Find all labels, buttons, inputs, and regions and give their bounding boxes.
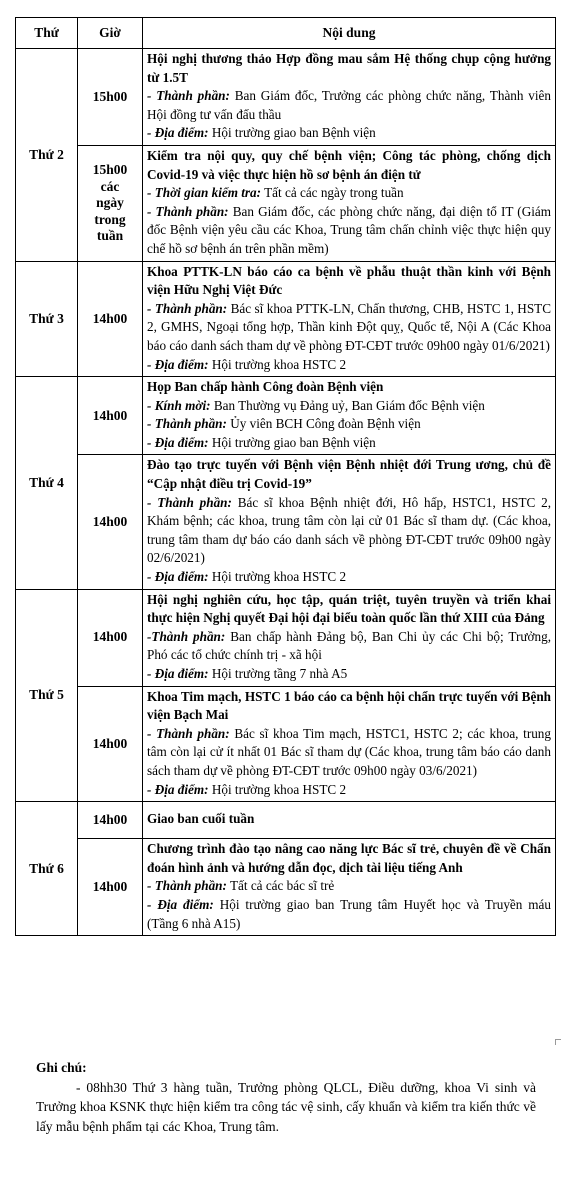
table-row: [16, 686, 556, 802]
table-row: [16, 377, 556, 455]
table-row: [16, 802, 556, 839]
event-detail-label: - Địa điểm:: [147, 356, 209, 372]
schedule-table: [15, 17, 556, 936]
event-detail-text: Hội trường giao ban Trung tâm Huyết học và Truyền máu (Tầng 6 nhà A15): [147, 896, 551, 931]
event-detail-line: [147, 356, 551, 375]
table-row: [16, 839, 556, 936]
event-title: Kiểm tra nội quy, quy chế bệnh viện; Công tác phòng, chống dịch Covid-19 và việc thực hiện hồ sơ bệnh án điện tử: [147, 147, 551, 182]
event-detail-label: - Địa điểm:: [147, 434, 209, 450]
time-cell: 14h00: [78, 377, 143, 455]
event-detail-line: [147, 397, 551, 416]
event-detail-line: [147, 725, 551, 781]
event-detail-label: - Thành phần:: [147, 725, 230, 741]
event-detail-text: Hội trường khoa HSTC 2: [208, 569, 347, 585]
event-title: Họp Ban chấp hành Công đoàn Bệnh viện: [147, 379, 384, 395]
event-cell: [143, 839, 556, 936]
event-detail-line: [147, 877, 551, 896]
event-cell: [143, 455, 556, 589]
event-detail-line: [147, 87, 551, 124]
note-text: - 08hh30 Thứ 3 hàng tuần, Trưởng phòng QLCL, Điều dưỡng, khoa Vi sinh và Trưởng khoa KSNK thực hiện kiểm tra công tác vệ sinh, cấy khuẩn và kiểm tra kiến thức về lấy mẫu bệnh phẩm tại các Khoa, Trung tâm.: [36, 1079, 536, 1134]
event-detail-text: Bác sĩ khoa PTTK-LN, Chấn thương, CHB, HSTC 1, HSTC 2, GMHS, Ngoại tổng hợp, Thần kinh Đột quỵ, Quốc tế, Nội A (Các Khoa báo cáo danh sách tham dự về phòng ĐT-CĐT trước 09h00 ngày 01/6/2021): [147, 300, 552, 353]
event-detail-text: Hội trường khoa HSTC 2: [208, 356, 347, 372]
time-cell: 14h00: [78, 839, 143, 936]
table-row: [16, 145, 556, 261]
event-detail-line: [147, 203, 551, 259]
event-detail-text: Bác sĩ khoa Bệnh nhiệt đới, Hô hấp, HSTC1, HSTC 2, Khám bệnh; các khoa, trung tâm còn lại cử 01 Bác sĩ tham dự. (Các khoa, trung tâm tham dự báo cáo danh sách về phòng ĐT-CĐT trước 09h00 ngày 02/6/2021): [147, 494, 551, 566]
event-detail-text: Ban Thường vụ Đảng uỷ, Ban Giám đốc Bệnh viện: [210, 397, 485, 413]
event-title: Hội nghị nghiên cứu, học tập, quán triệt, tuyên truyền và triển khai thực hiện Nghị quyết Đại hội đại biểu toàn quốc lần thứ XIII của Đảng: [147, 591, 551, 626]
event-detail-label: - Thành phần:: [147, 88, 230, 104]
event-detail-text: Hội trường giao ban Bệnh viện: [208, 125, 376, 141]
time-cell: [78, 145, 143, 261]
event-detail-line: [147, 568, 551, 587]
event-detail-text: Tất cả các ngày trong tuần: [261, 185, 404, 201]
event-cell: [143, 261, 556, 377]
table-row: [16, 261, 556, 377]
event-detail-text: Tất cả các bác sĩ trẻ: [226, 878, 335, 894]
event-detail-line: [147, 781, 551, 800]
event-cell: [143, 49, 556, 146]
event-detail-label: - Kính mời:: [147, 397, 211, 413]
event-detail-line: [147, 896, 551, 933]
day-cell: Thứ 2: [16, 49, 78, 262]
table-row: [16, 455, 556, 589]
event-detail-label: - Thành phần:: [147, 300, 228, 316]
event-cell: [143, 377, 556, 455]
event-detail-label: - Địa điểm:: [147, 569, 209, 585]
time-cell: 14h00: [78, 455, 143, 589]
day-cell: Thứ 6: [16, 802, 78, 936]
header-row: [16, 18, 556, 49]
event-title: Hội nghị thương thảo Hợp đồng mau sắm Hệ thống chụp cộng hưởng từ 1.5T: [147, 51, 551, 85]
event-cell: [143, 589, 556, 686]
table-row: [16, 49, 556, 146]
event-detail-label: - Địa điểm:: [147, 896, 214, 912]
event-detail-text: Hội trường khoa HSTC 2: [208, 781, 347, 797]
event-detail-label: - Thành phần:: [147, 416, 227, 432]
event-detail-label: - Thành phần:: [147, 878, 227, 894]
event-detail-text: Hội trường tầng 7 nhà A5: [208, 666, 348, 681]
time-cell: 14h00: [78, 802, 143, 839]
event-detail-line: [147, 124, 551, 143]
header-day: Thứ: [16, 18, 78, 49]
event-detail-label: - Thời gian kiểm tra:: [147, 185, 262, 201]
time-text: 15h00 các ngày trong tuần: [92, 162, 128, 243]
event-title: Chương trình đào tạo nâng cao năng lực Bác sĩ trẻ, chuyên đề về Chẩn đoán hình ảnh và hướng dẫn đọc, dịch tài liệu tiếng Anh: [147, 841, 551, 875]
time-cell: 14h00: [78, 261, 143, 377]
event-detail-text: Hội trường giao ban Bệnh viện: [208, 434, 376, 450]
page-corner-mark: [555, 1039, 561, 1045]
time-cell: 14h00: [78, 686, 143, 802]
event-detail-text: Bác sĩ khoa Tim mạch, HSTC1, HSTC 2; các khoa, trung tâm còn lại cử ít nhất 01 Bác sĩ tham dự (Các khoa, trung tâm báo cáo danh sách tham dự về phòng ĐT-CĐT trước 09h00 ngày 03/6/2021): [147, 725, 551, 778]
note-title: Ghi chú:: [36, 1060, 87, 1075]
event-detail-text: Ban chấp hành Đảng bộ, Ban Chi ủy các Chi bộ; Trưởng, Phó các tổ chức chính trị - xã hội: [147, 628, 551, 663]
event-detail-line: [147, 300, 551, 356]
event-cell: [143, 802, 556, 839]
event-title: Khoa Tim mạch, HSTC 1 báo cáo ca bệnh hội chẩn trực tuyến với Bệnh viện Bạch Mai: [147, 688, 551, 723]
event-detail-line: [147, 415, 551, 434]
day-cell: Thứ 4: [16, 377, 78, 590]
time-cell: 14h00: [78, 589, 143, 686]
day-cell: Thứ 5: [16, 589, 78, 802]
event-detail-line: [147, 434, 551, 453]
event-title: Khoa PTTK-LN báo cáo ca bệnh về phẫu thuật thần kinh với Bệnh viện Hữu Nghị Việt Đức: [147, 263, 551, 298]
event-detail-label: -Thành phần:: [147, 628, 226, 644]
event-detail-line: [147, 494, 551, 568]
event-title: Đào tạo trực tuyến với Bệnh viện Bệnh nhiệt đới Trung ương, chủ đề “Cập nhật điều trị Covid-19”: [147, 457, 551, 492]
day-cell: Thứ 3: [16, 261, 78, 377]
event-detail-label: - Địa điểm:: [147, 666, 209, 681]
event-detail-line: [147, 184, 551, 203]
event-detail-label: - Thành phần:: [147, 494, 232, 510]
event-cell: [143, 686, 556, 802]
header-time: Giờ: [78, 18, 143, 49]
event-detail-label: - Địa điểm:: [147, 125, 209, 141]
table-row: [16, 589, 556, 686]
event-title: Giao ban cuối tuần: [147, 811, 255, 827]
time-cell: 15h00: [78, 49, 143, 146]
event-detail-label: - Thành phần:: [147, 203, 229, 219]
event-detail-line: [147, 628, 551, 665]
event-detail-text: Ban Giám đốc, các phòng chức năng, đại diện tổ IT (Giám đốc Bệnh viện yêu cầu các Khoa, Trung tâm chấn chỉnh việc thực hiện quy chế hồ sơ bệnh án trên phần mềm): [147, 203, 551, 256]
event-cell: [143, 145, 556, 261]
note-section: [36, 1058, 536, 1136]
event-detail-text: Ủy viên BCH Công đoàn Bệnh viện: [226, 416, 421, 432]
event-detail-line: [147, 665, 551, 684]
event-detail-label: - Địa điểm:: [147, 781, 209, 797]
event-detail-text: Ban Giám đốc, Trưởng các phòng chức năng, Thành viên Hội đồng tư vấn đấu thầu: [147, 88, 552, 122]
header-content: Nội dung: [143, 18, 556, 49]
